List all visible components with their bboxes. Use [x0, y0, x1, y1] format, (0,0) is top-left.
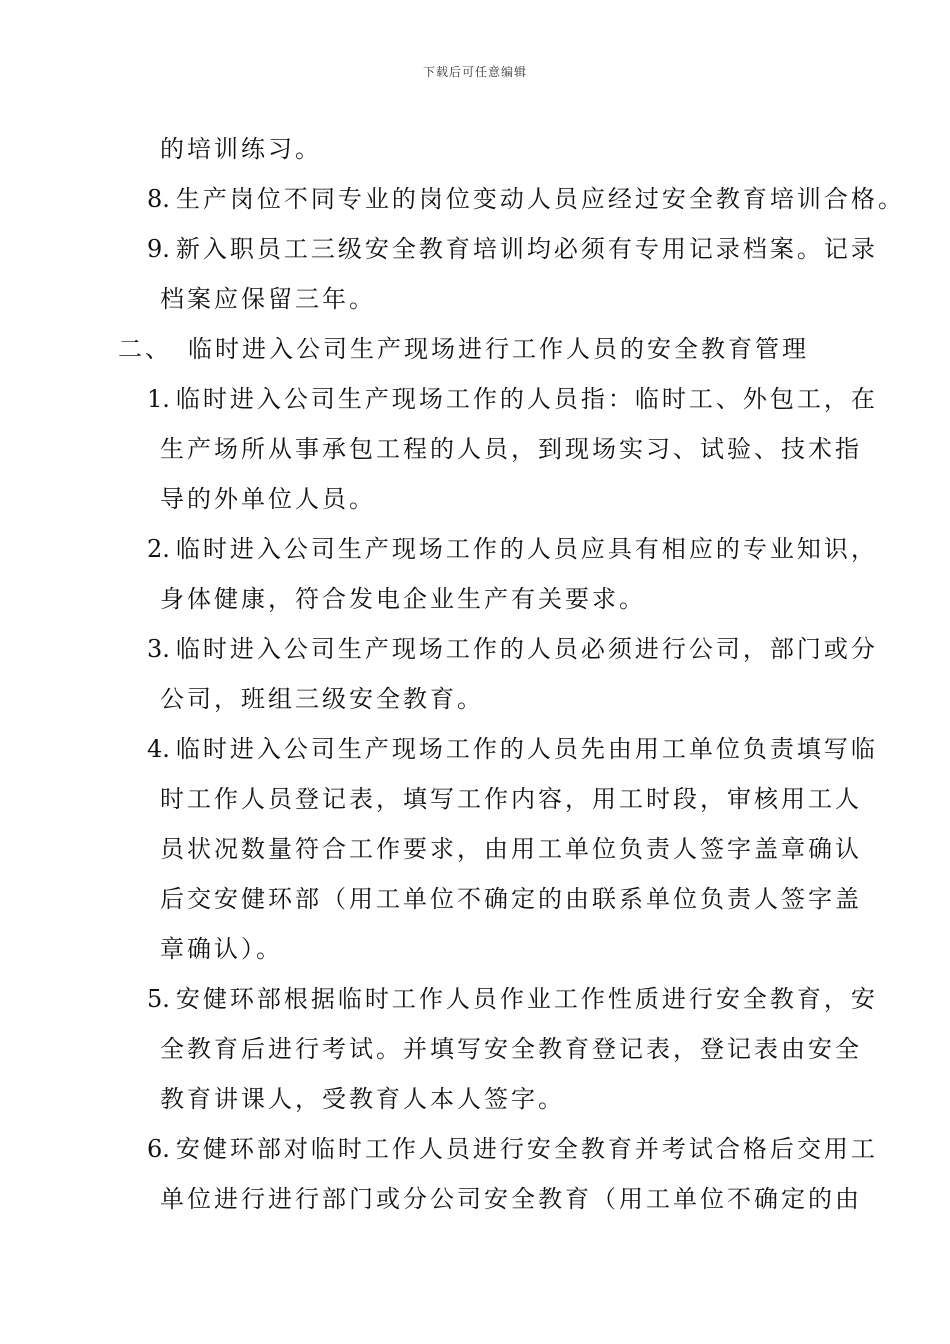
- item-number: 4.: [147, 735, 170, 763]
- list-item-4-cont: 后交安健环部（用工单位不确定的由联系单位负责人签字盖: [160, 885, 862, 913]
- list-item-5-cont: 全教育后进行考试。并填写安全教育登记表，登记表由安全: [160, 1035, 862, 1063]
- list-item-6-cont: 单位进行进行部门或分公司安全教育（用工单位不确定的由: [160, 1185, 862, 1213]
- list-item-4-cont: 章确认）。: [160, 935, 283, 963]
- list-item-1: [147, 384, 878, 414]
- item-number: 6.: [147, 1135, 170, 1163]
- list-item-4-cont: 员状况数量符合工作要求，由用工单位负责人签字盖章确认: [160, 835, 862, 863]
- list-item-3: [147, 634, 878, 664]
- list-item-4: [147, 734, 878, 764]
- list-item-9-cont: 档案应保留三年。: [160, 285, 376, 313]
- continued-line: 的培训练习。: [160, 135, 322, 163]
- list-item-4-cont: 时工作人员登记表，填写工作内容，用工时段，审核用工人: [160, 785, 862, 813]
- list-item-5: [147, 984, 878, 1014]
- item-text: 新入职员工三级安全教育培训均必须有专用记录档案。记录: [175, 235, 878, 263]
- list-item-1-cont: 导的外单位人员。: [160, 485, 376, 513]
- list-item-3-cont: 公司，班组三级安全教育。: [160, 685, 484, 713]
- list-item-8: [147, 184, 905, 214]
- list-item-9: [147, 234, 878, 264]
- item-text: 临时进入公司生产现场工作的人员先由用工单位负责填写临: [175, 735, 878, 763]
- section-heading-2: [118, 334, 809, 364]
- item-number: 8.: [147, 185, 170, 213]
- item-number: 3.: [147, 635, 170, 663]
- item-text: 生产岗位不同专业的岗位变动人员应经过安全教育培训合格。: [175, 185, 905, 213]
- section-number: 二、: [118, 335, 172, 363]
- item-text: 安健环部根据临时工作人员作业工作性质进行安全教育，安: [175, 985, 878, 1013]
- list-item-2-cont: 身体健康，符合发电企业生产有关要求。: [160, 585, 646, 613]
- list-item-6: [147, 1134, 878, 1164]
- section-title: 临时进入公司生产现场进行工作人员的安全教育管理: [188, 335, 809, 363]
- item-number: 1.: [147, 385, 170, 413]
- item-number: 2.: [147, 535, 170, 563]
- item-number: 9.: [147, 235, 170, 263]
- list-item-5-cont: 教育讲课人，受教育人本人签字。: [160, 1085, 565, 1113]
- list-item-2: [147, 534, 878, 564]
- item-text: 安健环部对临时工作人员进行安全教育并考试合格后交用工: [175, 1135, 878, 1163]
- list-item-1-cont: 生产场所从事承包工程的人员，到现场实习、试验、技术指: [160, 435, 862, 463]
- item-number: 5.: [147, 985, 170, 1013]
- item-text: 临时进入公司生产现场工作的人员应具有相应的专业知识，: [175, 535, 878, 563]
- item-text: 临时进入公司生产现场工作的人员必须进行公司，部门或分: [175, 635, 878, 663]
- item-text: 临时进入公司生产现场工作的人员指：临时工、外包工，在: [175, 385, 878, 413]
- page-header: 下载后可任意编辑: [422, 65, 527, 79]
